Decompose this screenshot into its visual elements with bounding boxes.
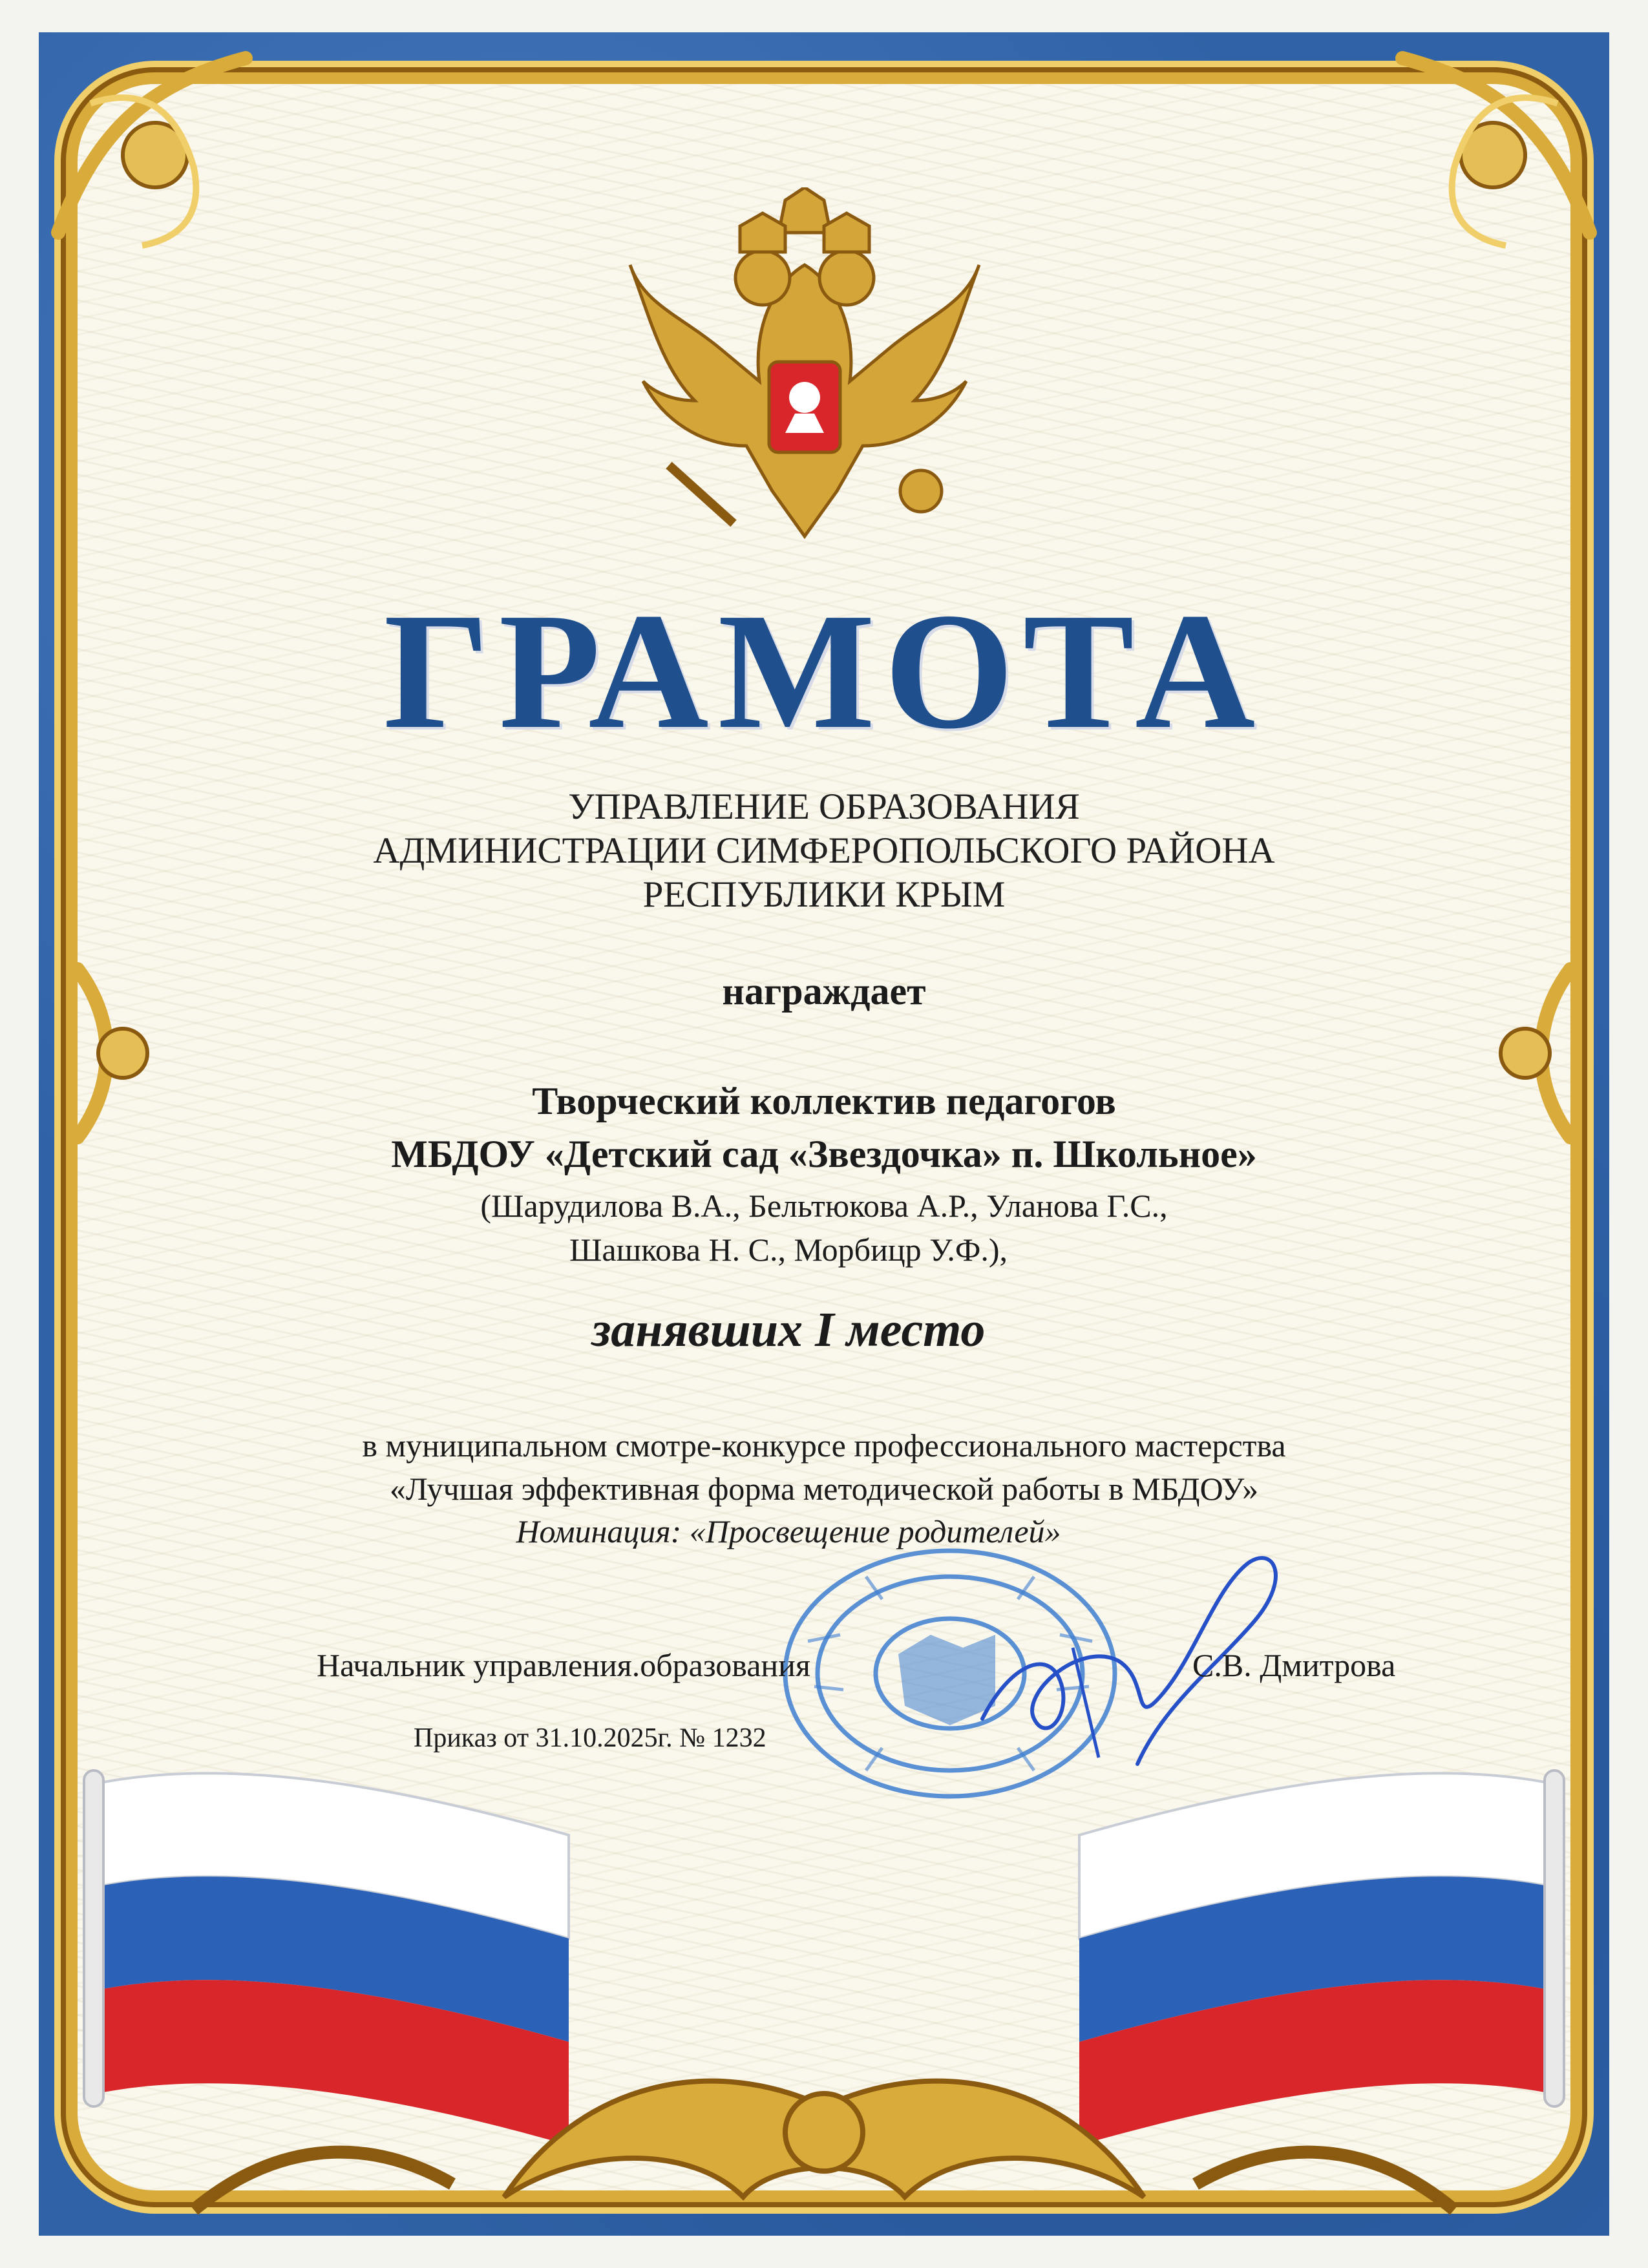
order-reference: Приказ от 31.10.2025г. № 1232: [414, 1723, 766, 1753]
contest-line-1: в муниципальном смотре-конкурсе профессионального мастерства: [362, 1427, 1286, 1464]
awards-verb: награждает: [722, 970, 926, 1013]
contest-line-2: «Лучшая эффективная форма методической работы в МБДОУ»: [389, 1471, 1259, 1507]
issuer-line-3: РЕСПУБЛИКИ КРЫМ: [642, 874, 1006, 915]
place-text: занявших I место: [591, 1303, 986, 1357]
nomination-text: Номинация: «Просвещение родителей»: [516, 1513, 1061, 1549]
recipient-line-2: МБДОУ «Детский сад «Звездочка» п. Школьное»: [391, 1133, 1257, 1175]
recipient-line-1: Творческий коллектив педагогов: [532, 1080, 1116, 1122]
certificate-title: ГРАМОТА: [383, 578, 1265, 763]
signatory-position: Начальник управления.образования: [317, 1647, 810, 1683]
russian-flag-icon: [0, 1745, 1648, 2249]
recipient-members-line-1: (Шарудилова В.А., Бельтюкова А.Р., Уланова Г.С.,: [480, 1188, 1168, 1224]
issuer-line-2: АДМИНИСТРАЦИИ СИМФЕРОПОЛЬСКОГО РАЙОНА: [373, 830, 1275, 871]
double-headed-eagle-icon: [624, 187, 986, 575]
recipient-members-line-2: Шашкова Н. С., Морбицр У.Ф.),: [569, 1232, 1008, 1268]
issuer-line-1: УПРАВЛЕНИЕ ОБРАЗОВАНИЯ: [568, 786, 1080, 827]
signatory-name: С.В. Дмитрова: [1192, 1647, 1396, 1683]
